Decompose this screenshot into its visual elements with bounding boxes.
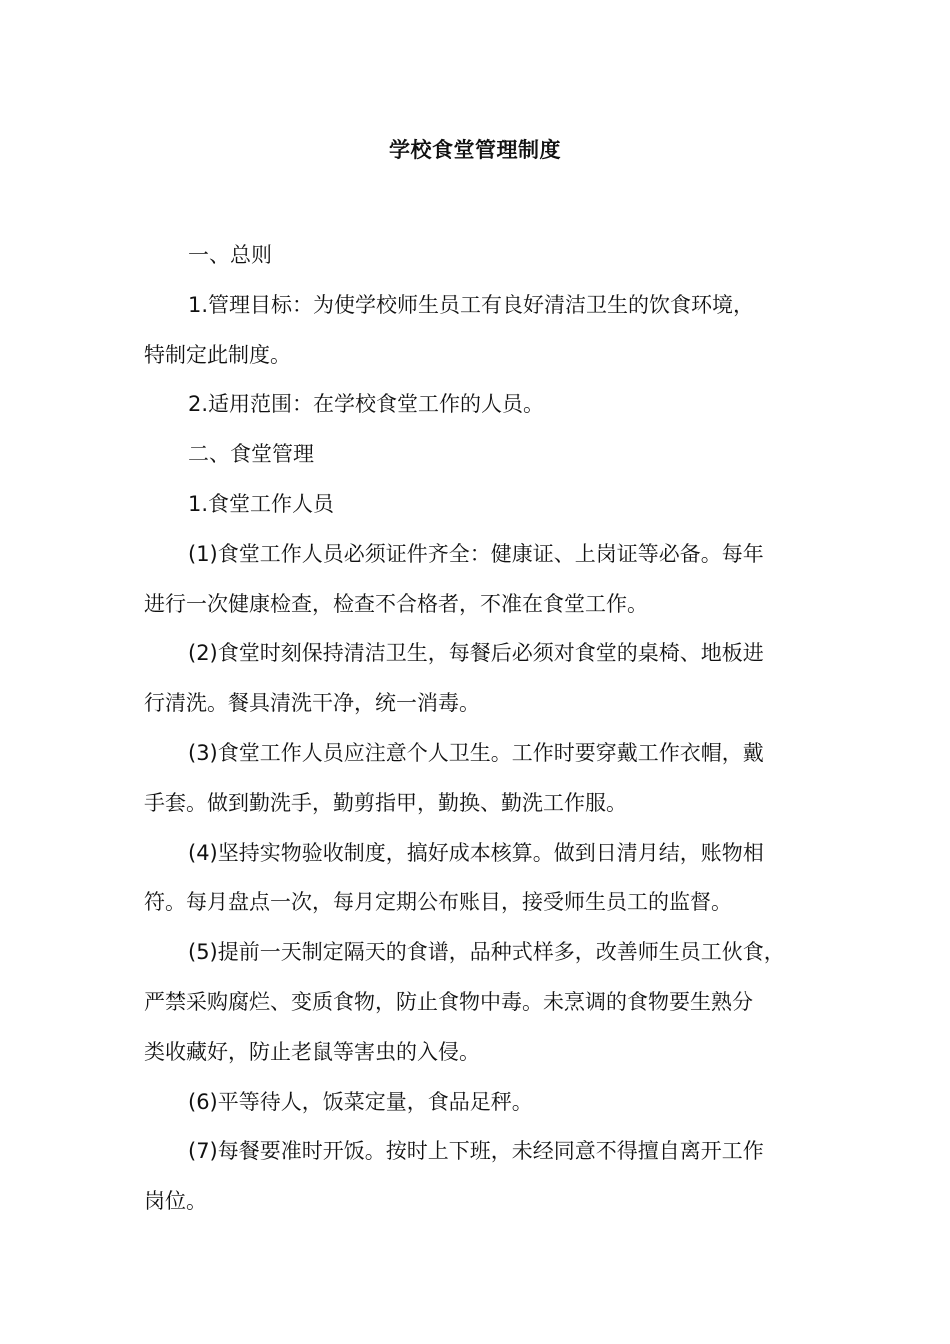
rule-item-5 (144, 928, 812, 1077)
paragraph-line: 手套。做到勤洗手，勤剪指甲，勤换、勤洗工作服。 (144, 790, 627, 815)
paragraph-line: (3)食堂工作人员应注意个人卫生。工作时要穿戴工作衣帽，戴 (188, 740, 764, 765)
document-title: 学校食堂管理制度 (389, 138, 561, 162)
paragraph-line: (1)食堂工作人员必须证件齐全：健康证、上岗证等必备。每年 (188, 541, 764, 566)
paragraph-management-goal (144, 281, 812, 381)
paragraph-line: 岗位。 (144, 1189, 207, 1214)
subsection-heading-staff (144, 480, 812, 530)
paragraph-line: 二、食堂管理 (188, 442, 314, 467)
paragraph-line: 符。每月盘点一次，每月定期公布账目，接受师生员工的监督。 (144, 890, 732, 915)
paragraph-line: (7)每餐要准时开饭。按时上下班，未经同意不得擅自离开工作 (188, 1139, 764, 1164)
paragraph-line: (4)坚持实物验收制度，搞好成本核算。做到日清月结，账物相 (188, 840, 764, 865)
paragraph-line: 类收藏好，防止老鼠等害虫的入侵。 (144, 1039, 480, 1064)
rule-item-3 (144, 729, 812, 829)
rule-item-2 (144, 629, 812, 729)
paragraph-line: (5)提前一天制定隔天的食谱，品种式样多，改善师生员工伙食， (188, 940, 785, 965)
paragraph-line: 严禁采购腐烂、变质食物，防止食物中毒。未烹调的食物要生熟分 (144, 989, 753, 1014)
paragraph-line: 特制定此制度。 (144, 342, 291, 367)
paragraph-line: 1.管理目标：为使学校师生员工有良好清洁卫生的饮食环境， (188, 292, 755, 317)
paragraph-line: (2)食堂时刻保持清洁卫生，每餐后必须对食堂的桌椅、地板进 (188, 641, 764, 666)
section-heading-general (144, 231, 812, 281)
rule-item-4 (144, 829, 812, 929)
paragraph-line: 2.适用范围：在学校食堂工作的人员。 (188, 392, 545, 417)
paragraph-line: 行清洗。餐具清洗干净，统一消毒。 (144, 691, 480, 716)
paragraph-line: 一、总则 (188, 243, 272, 267)
paragraph-line: 1.食堂工作人员 (188, 491, 335, 516)
section-heading-canteen-management (144, 430, 812, 480)
paragraph-line: (6)平等待人，饭菜定量，食品足秤。 (188, 1089, 533, 1114)
rule-item-1 (144, 530, 812, 630)
paragraph-line: 进行一次健康检查，检查不合格者，不准在食堂工作。 (144, 591, 648, 616)
document-body (144, 231, 812, 1227)
rule-item-7 (144, 1127, 812, 1227)
paragraph-scope (144, 380, 812, 430)
rule-item-6 (144, 1078, 812, 1128)
